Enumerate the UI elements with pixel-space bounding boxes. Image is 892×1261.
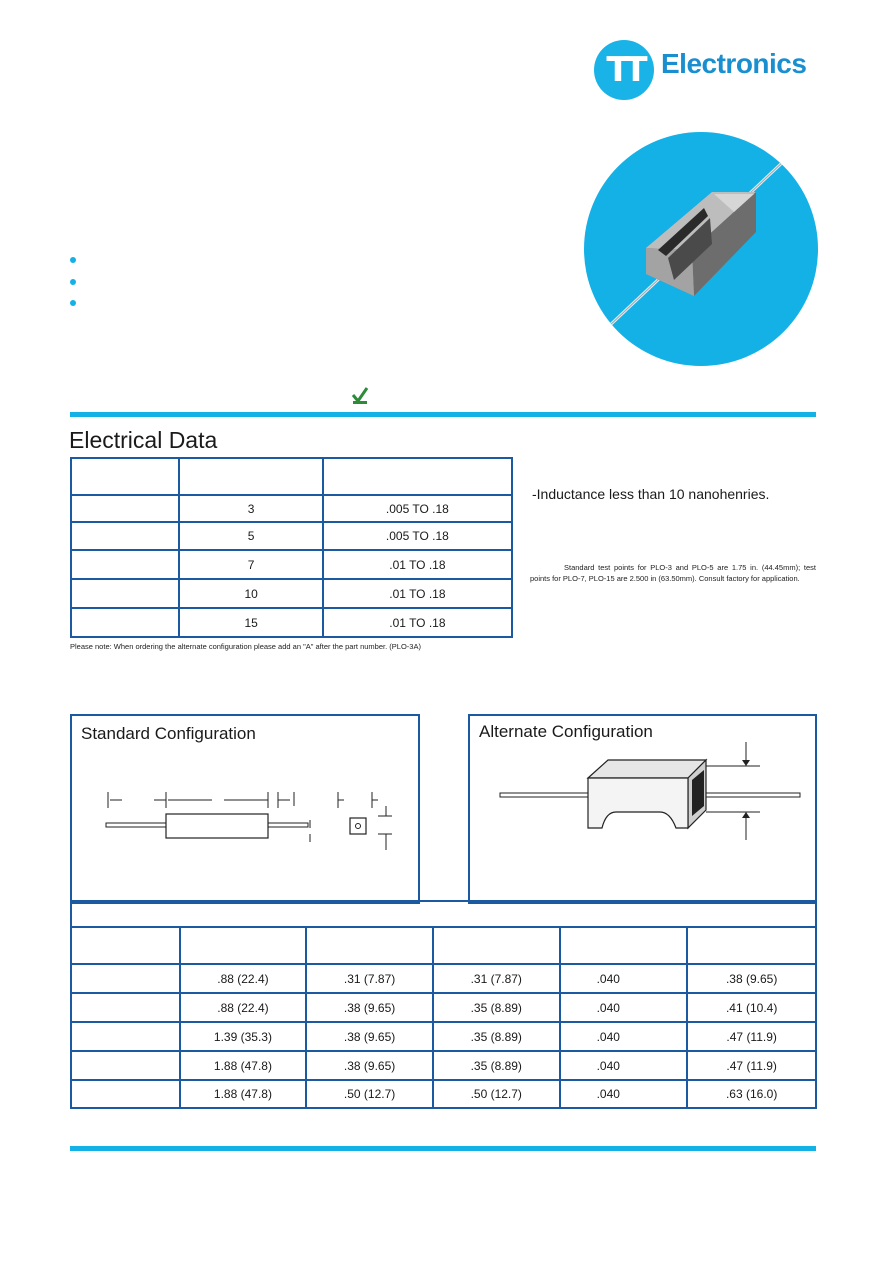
table-cell: 1.39 (35.3)	[180, 1022, 307, 1051]
bullet-dot	[70, 279, 76, 285]
table-cell: 7	[179, 550, 322, 579]
table-cell	[71, 495, 179, 522]
table-cell: .63 (16.0)	[687, 1080, 816, 1108]
table-cell: 5	[179, 522, 322, 550]
table-cell: .005 TO .18	[323, 495, 512, 522]
table-cell: .50 (12.7)	[306, 1080, 433, 1108]
table-cell: .040	[560, 1022, 688, 1051]
table-cell: .88 (22.4)	[180, 993, 307, 1022]
alternate-configuration-title: Alternate Configuration	[479, 722, 653, 741]
table-cell: 15	[179, 608, 322, 637]
table-row	[71, 1022, 816, 1051]
table-cell: .01 TO .18	[323, 608, 512, 637]
table-cell: .31 (7.87)	[306, 964, 433, 993]
table-cell: .35 (8.89)	[433, 993, 560, 1022]
alternate-configuration-drawing	[470, 716, 815, 902]
inductance-note: -Inductance less than 10 nanohenries.	[532, 486, 770, 502]
standard-configuration-panel	[70, 714, 420, 904]
table-cell: .38 (9.65)	[687, 964, 816, 993]
table-row	[71, 993, 816, 1022]
table-header-cell	[687, 927, 816, 964]
table-cell	[71, 579, 179, 608]
table-header-row	[71, 458, 512, 495]
table-header-row	[71, 927, 816, 964]
test-points-note: Standard test points for PLO-3 and PLO-5 are 1.75 in. (44.45mm); test points for PLO-7, PLO-15 are 2.500 in (63.50mm). Consult factory for application.	[530, 563, 816, 583]
standard-configuration-title: Standard Configuration	[81, 724, 256, 743]
rohs-check-icon	[350, 386, 370, 406]
table-cell	[71, 964, 180, 993]
table-header-cell	[71, 927, 180, 964]
please-note: Please note: When ordering the alternate configuration please add an "A" after the part number. (PLO-3A)	[70, 642, 421, 651]
table-cell: .31 (7.87)	[433, 964, 560, 993]
section-heading-electrical-data: Electrical Data	[69, 427, 218, 453]
table-row	[71, 964, 816, 993]
logo-wordmark: Electronics	[661, 48, 807, 79]
table-cell: 1.88 (47.8)	[180, 1051, 307, 1080]
table-cell	[71, 550, 179, 579]
table-row	[71, 495, 512, 522]
table-cell	[71, 1080, 180, 1108]
logo-mark	[594, 40, 654, 100]
table-cell: .50 (12.7)	[433, 1080, 560, 1108]
table-cell: .41 (10.4)	[687, 993, 816, 1022]
table-cell: .35 (8.89)	[433, 1051, 560, 1080]
table-row	[71, 522, 512, 550]
table-header-cell	[179, 458, 322, 495]
table-cell: .040	[560, 1051, 688, 1080]
section-divider	[70, 412, 816, 417]
dimension-table	[70, 900, 817, 1109]
table-cell: .47 (11.9)	[687, 1022, 816, 1051]
footer-divider	[70, 1146, 816, 1151]
table-cell	[71, 608, 179, 637]
table-cell	[71, 1022, 180, 1051]
table-cell: .01 TO .18	[323, 579, 512, 608]
table-row	[71, 550, 512, 579]
table-caption-cell	[71, 901, 816, 927]
table-header-cell	[71, 458, 179, 495]
table-cell: .35 (8.89)	[433, 1022, 560, 1051]
logo-mark-text: TT	[606, 50, 642, 90]
table-header-cell	[323, 458, 512, 495]
table-cell: .040	[560, 1080, 688, 1108]
table-row	[71, 608, 512, 637]
table-header-cell	[560, 927, 688, 964]
table-row	[71, 579, 512, 608]
resistor-photo-icon	[584, 132, 818, 366]
bullet-dot	[70, 300, 76, 306]
table-cell	[71, 522, 179, 550]
table-cell: .38 (9.65)	[306, 1022, 433, 1051]
table-cell	[71, 1051, 180, 1080]
table-header-cell	[180, 927, 307, 964]
table-cell: .005 TO .18	[323, 522, 512, 550]
electrical-data-table	[70, 457, 513, 638]
table-cell: .040	[560, 964, 688, 993]
table-row	[71, 1051, 816, 1080]
table-cell	[71, 993, 180, 1022]
table-cell: .040	[560, 993, 688, 1022]
table-caption-row	[71, 901, 816, 927]
bullet-dot	[70, 257, 76, 263]
table-cell: 1.88 (47.8)	[180, 1080, 307, 1108]
table-cell: .47 (11.9)	[687, 1051, 816, 1080]
alternate-configuration-panel	[468, 714, 817, 904]
table-cell: 10	[179, 579, 322, 608]
table-cell: 3	[179, 495, 322, 522]
table-row	[71, 1080, 816, 1108]
table-cell: .01 TO .18	[323, 550, 512, 579]
table-cell: .38 (9.65)	[306, 1051, 433, 1080]
standard-configuration-drawing	[72, 716, 418, 902]
table-header-cell	[433, 927, 560, 964]
table-cell: .38 (9.65)	[306, 993, 433, 1022]
resistor-photo	[584, 132, 818, 366]
table-header-cell	[306, 927, 433, 964]
table-cell: .88 (22.4)	[180, 964, 307, 993]
